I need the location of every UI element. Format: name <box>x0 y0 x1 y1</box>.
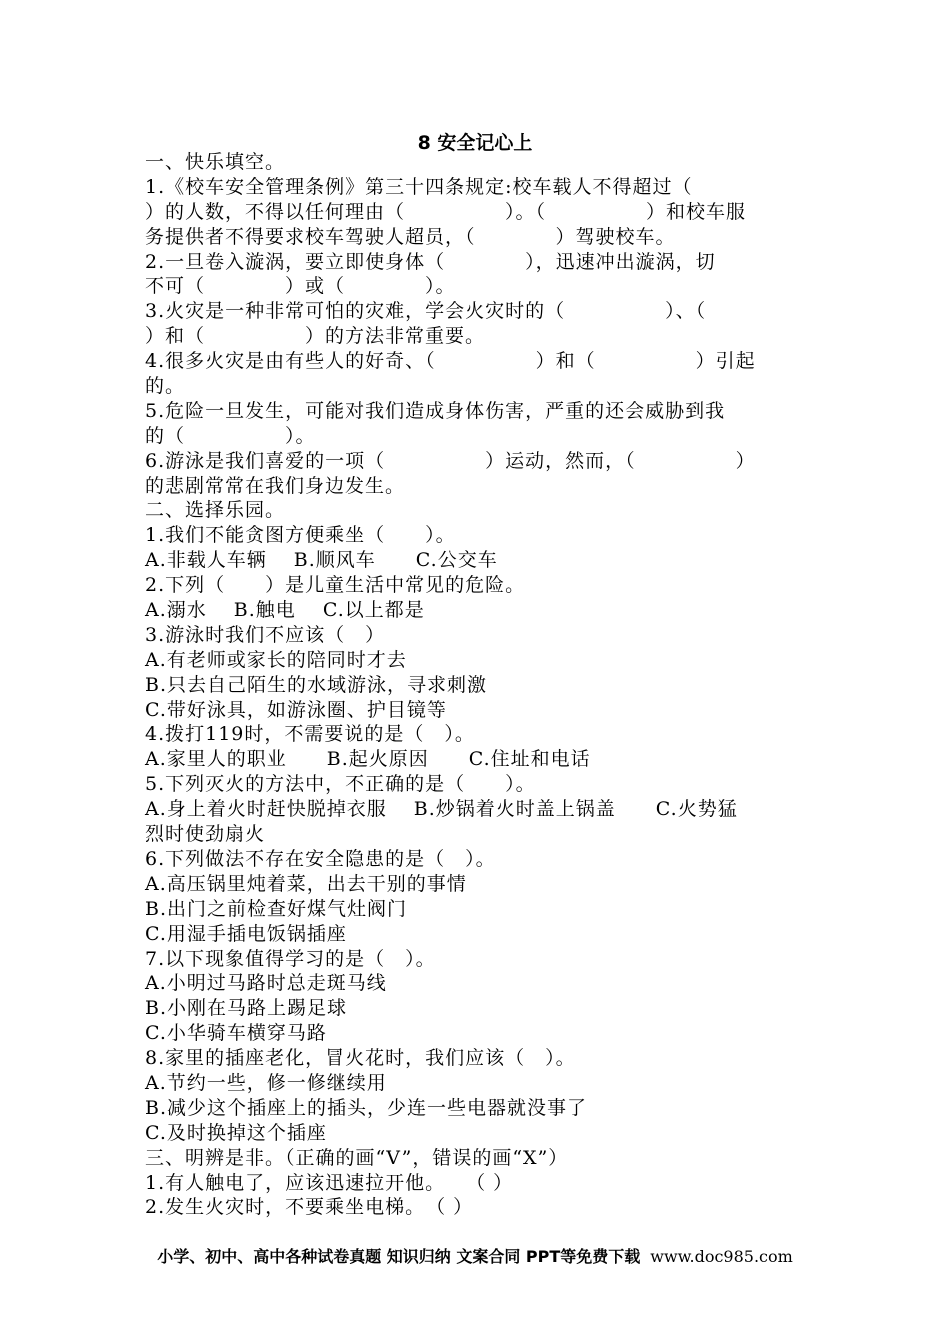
text-line: 1.有人触电了，应该迅速拉开他。 （ ） <box>145 1171 514 1194</box>
footer <box>0 1244 950 1267</box>
text-line: B.出门之前检查好煤气灶阀门 <box>145 897 408 920</box>
text-line: C.用湿手插电饭锅插座 <box>145 922 347 945</box>
page-title: 8 安全记心上 <box>417 132 533 154</box>
text-line: ）的人数，不得以任何理由（ ）。（ ）和校车服 <box>145 200 747 223</box>
text-line: 6.下列做法不存在安全隐患的是（ ）。 <box>145 847 496 870</box>
text-line: 的悲剧常常在我们身边发生。 <box>145 474 406 497</box>
text-line: 7.以下现象值得学习的是（ ）。 <box>145 947 436 970</box>
footer-url[interactable]: www.doc985.com <box>650 1247 793 1266</box>
text-line: 4.拨打119时，不需要说的是（ ）。 <box>145 723 475 746</box>
text-line: 5.下列灭火的方法中，不正确的是（ ）。 <box>145 773 536 796</box>
text-line: B.小刚在马路上踢足球 <box>145 997 348 1020</box>
footer-text: 小学、初中、高中各种试卷真题 知识归纳 文案合同 PPT等免费下载 <box>157 1247 641 1266</box>
text-line: 二、选择乐园。 <box>145 499 286 522</box>
text-line: 务提供者不得要求校车驾驶人超员，（ ）驾驶校车。 <box>145 225 676 248</box>
text-line: 1.我们不能贪图方便乘坐（ ）。 <box>145 524 456 547</box>
text-line: A.小明过马路时总走斑马线 <box>145 972 387 995</box>
text-line: 4.很多火灾是由有些人的好奇、（ ）和（ ）引起 <box>145 350 756 373</box>
text-line: A.有老师或家长的陪同时才去 <box>145 648 407 671</box>
text-line: C.及时换掉这个插座 <box>145 1121 327 1144</box>
text-line: C.带好泳具，如游泳圈、护目镜等 <box>145 698 447 721</box>
text-line: 2.下列（ ）是儿童生活中常见的危险。 <box>145 574 526 597</box>
text-line: 三、明辨是非。（正确的画“V”，错误的画“X”） <box>145 1146 569 1169</box>
text-line: 8.家里的插座老化，冒火花时，我们应该（ ）。 <box>145 1047 576 1070</box>
text-line: 2.一旦卷入漩涡，要立即使身体（ ），迅速冲出漩涡，切 <box>145 250 716 273</box>
text-line: 烈时使劲扇火 <box>145 823 266 846</box>
document-body <box>145 150 825 1220</box>
text-line: 不可（ ）或（ ）。 <box>145 275 456 298</box>
text-line: A.家里人的职业 B.起火原因 C.住址和电话 <box>145 748 591 771</box>
text-line: A.非载人车辆 B.顺风车 C.公交车 <box>145 549 498 572</box>
text-line: A.高压锅里炖着菜，出去干别的事情 <box>145 872 467 895</box>
text-line: A.节约一些，修一修继续用 <box>145 1071 387 1094</box>
text-line: 2.发生火灾时，不要乘坐电梯。 （ ） <box>145 1196 474 1219</box>
text-line: B.减少这个插座上的插头，少连一些电器就没事了 <box>145 1096 588 1119</box>
text-line: ）和（ ）的方法非常重要。 <box>145 325 486 348</box>
text-line: B.只去自己陌生的水域游泳，寻求刺激 <box>145 673 488 696</box>
text-line: 1.《校车安全管理条例》第三十四条规定:校车载人不得超过（ <box>145 175 693 198</box>
text-line: 的（ ）。 <box>145 424 316 447</box>
text-line: 3.火灾是一种非常可怕的灾难，学会火灾时的（ ）、（ <box>145 300 707 323</box>
text-line: 的。 <box>145 375 186 398</box>
text-line: A.溺水 B.触电 C.以上都是 <box>145 599 425 622</box>
text-line: 3.游泳时我们不应该（ ） <box>145 623 386 646</box>
text-line: C.小华骑车横穿马路 <box>145 1022 327 1045</box>
text-line: 6.游泳是我们喜爱的一项（ ）运动，然而，（ ） <box>145 449 756 472</box>
text-line: 5.危险一旦发生，可能对我们造成身体伤害，严重的还会威胁到我 <box>145 399 726 422</box>
text-line: A.身上着火时赶快脱掉衣服 B.炒锅着火时盖上锅盖 C.火势猛 <box>145 798 738 821</box>
text-line: 一、快乐填空。 <box>145 151 286 173</box>
